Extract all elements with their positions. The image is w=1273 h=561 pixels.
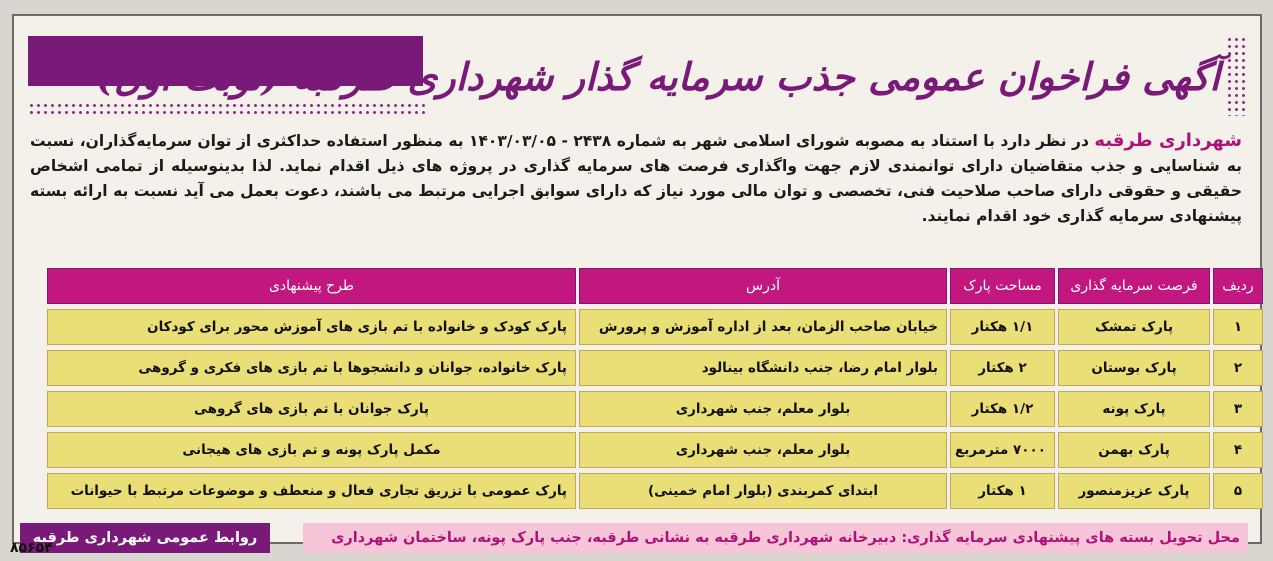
area: ۱/۱ هکتار [950,309,1055,345]
opportunity: پارک عزیزمنصور [1058,473,1210,509]
opportunity: پارک پونه [1058,391,1210,427]
opportunity: پارک بهمن [1058,432,1210,468]
public-relations-signature: روابط عمومی شهرداری طرقبه [20,523,270,553]
intro-text: در نظر دارد با استناد به مصوبه شورای اسلامی شهر به شماره ۲۴۳۸ - ۱۴۰۳/۰۳/۰۵ به منظور استفاده حداکثری از توان سرمایه‌گذاران، نسبت به شناسایی و جذب متقاضیان دارای توانمندی لازم جهت واگذاری فرصت های سرمایه گذاری در پروژه های ذیل اقدام نماید. لذا بدینوسیله از تمامی اشخاص حقیقی و حقوقی دارای صاحب صلاحیت فنی، تخصصی و توان مالی مورد نیاز که دارای سوابق اجرایی مرتبط می باشند، دعوت بعمل می آید نسبت به ارائه بسته پیشنهادی سرمایه گذاری خود اقدام نمایند. [30,132,1242,225]
advertisement [12,14,1262,544]
table-row [47,350,1263,386]
address: بلوار معلم، جنب شهرداری [579,391,947,427]
table-row [47,473,1263,509]
area: ۱/۲ هکتار [950,391,1055,427]
opportunity: پارک بوستان [1058,350,1210,386]
address: بلوار امام رضا، جنب دانشگاه بینالود [579,350,947,386]
header-proposal: طرح پیشنهادی [47,268,576,304]
delivery-location: محل تحویل بسته های پیشنهادی سرمایه گذاری: دبیرخانه شهرداری طرقبه به نشانی طرقبه، جنب پارک پونه، ساختمان شهرداری [303,523,1248,553]
row-number: ۴ [1213,432,1263,468]
table-header-row [47,268,1263,304]
row-number: ۱ [1213,309,1263,345]
header-opportunity: فرصت سرمایه گذاری [1058,268,1210,304]
opportunity: پارک تمشک [1058,309,1210,345]
area: ۱ هکتار [950,473,1055,509]
proposal: پارک عمومی با تزریق تجاری فعال و منعطف و موضوعات مرتبط با حیوانات [47,473,576,509]
projects-table [44,263,1266,514]
proposal: پارک خانواده، جوانان و دانشجوها با تم بازی های فکری و گروهی [47,350,576,386]
area: ۲ هکتار [950,350,1055,386]
row-number: ۵ [1213,473,1263,509]
address: ابتدای کمربندی (بلوار امام خمینی) [579,473,947,509]
intro-lead: شهرداری طرقبه [1094,130,1242,151]
proposal: پارک کودک و خانواده با تم بازی های آموزش محور برای کودکان [47,309,576,345]
row-number: ۲ [1213,350,1263,386]
row-number: ۳ [1213,391,1263,427]
ad-code: ۸۵۶۵۴ [10,540,53,556]
ad-title: آگهی فراخوان عمومی جذب سرمایه گذار شهرداری طرقبه (نوبت اول) [95,54,1220,99]
table-row [47,391,1263,427]
header-area: مساحت پارک [950,268,1055,304]
header-address: آدرس [579,268,947,304]
table-row [47,309,1263,345]
proposal: مکمل پارک پونه و تم بازی های هیجانی [47,432,576,468]
area: ۷۰۰۰ مترمربع [950,432,1055,468]
header-row-number: ردیف [1213,268,1263,304]
address: خیابان صاحب الزمان، بعد از اداره آموزش و پرورش [579,309,947,345]
address: بلوار معلم، جنب شهرداری [579,432,947,468]
intro-paragraph [30,128,1242,229]
proposal: پارک جوانان با تم بازی های گروهی [47,391,576,427]
table-row [47,432,1263,468]
decorative-dots-right [1226,36,1246,116]
